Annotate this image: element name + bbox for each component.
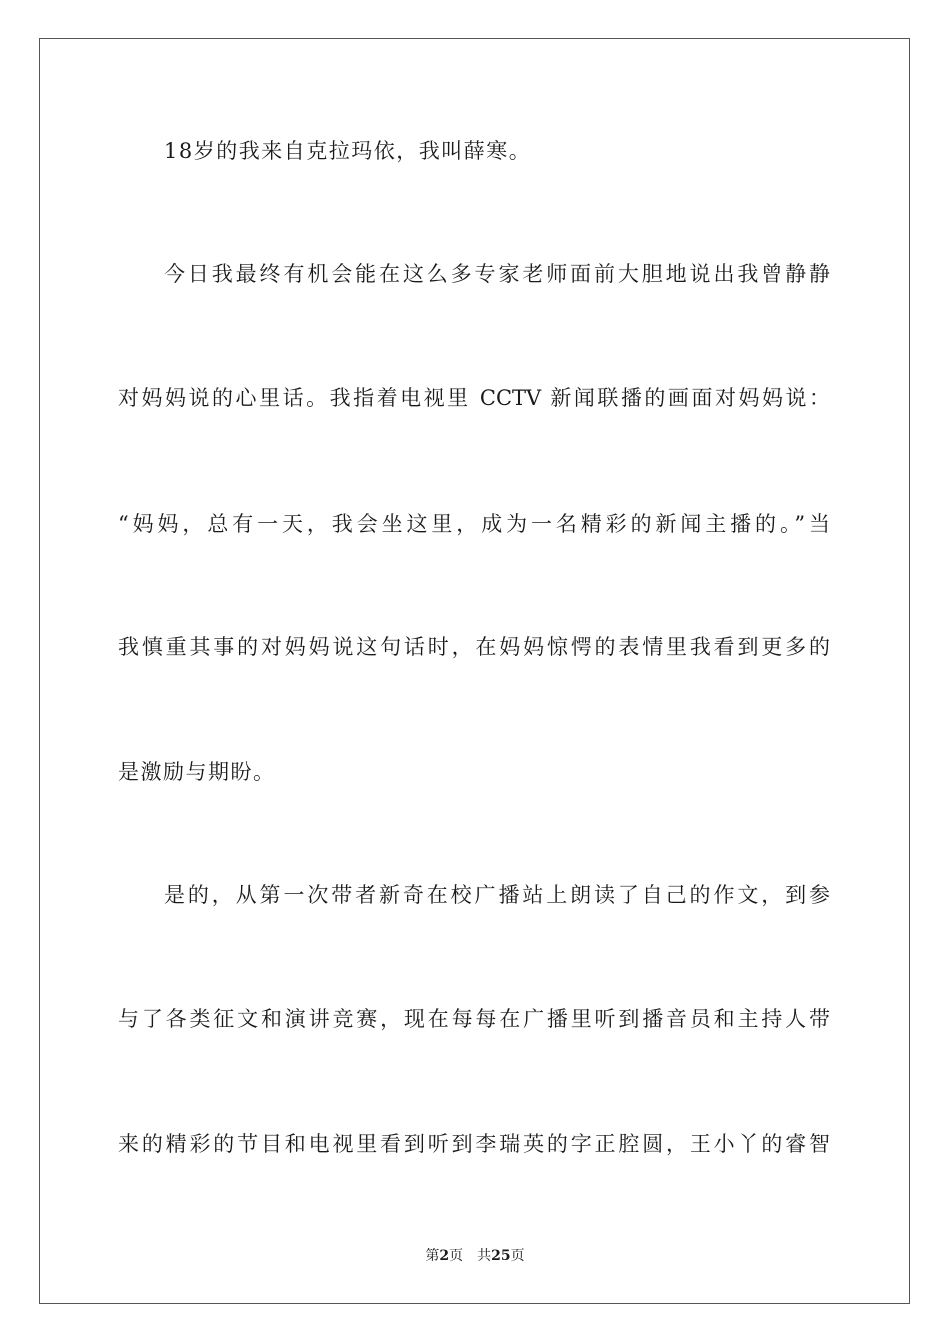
page-suffix: 页: [449, 1248, 464, 1264]
total-pages: 25: [491, 1248, 511, 1264]
paragraph-1-line-1: 18岁的我来自克拉玛依，我叫薛寒。: [164, 139, 532, 163]
paragraph-3-line-2: 与了各类征文和演讲竞赛，现在每每在广播里听到播音员和主持人带: [118, 1007, 830, 1031]
total-prefix: 共: [477, 1248, 492, 1264]
paragraph-2-line-2: 对妈妈说的心里话。我指着电视里 CCTV 新闻联播的画面对妈妈说：: [118, 386, 830, 410]
paragraph-3-line-3: 来的精彩的节目和电视里看到听到李瑞英的字正腔圆，王小丫的睿智: [118, 1132, 830, 1156]
page-footer: [0, 1246, 950, 1266]
page-prefix: 第: [425, 1248, 440, 1264]
total-suffix: 页: [510, 1248, 525, 1264]
paragraph-2-line-3: “妈妈，总有一天，我会坐这里，成为一名精彩的新闻主播的。”当: [118, 512, 830, 536]
paragraph-2-line-5: 是激励与期盼。: [118, 760, 276, 784]
paragraph-2-line-4: 我慎重其事的对妈妈说这句话时，在妈妈惊愕的表情里我看到更多的: [118, 635, 830, 659]
page-number: 2: [439, 1248, 450, 1264]
paragraph-3-line-1: 是的，从第一次带者新奇在校广播站上朗读了自己的作文，到参: [164, 883, 830, 907]
paragraph-2-line-1: 今日我最终有机会能在这么多专家老师面前大胆地说出我曾静静: [164, 262, 830, 286]
page-border: [39, 38, 910, 1304]
